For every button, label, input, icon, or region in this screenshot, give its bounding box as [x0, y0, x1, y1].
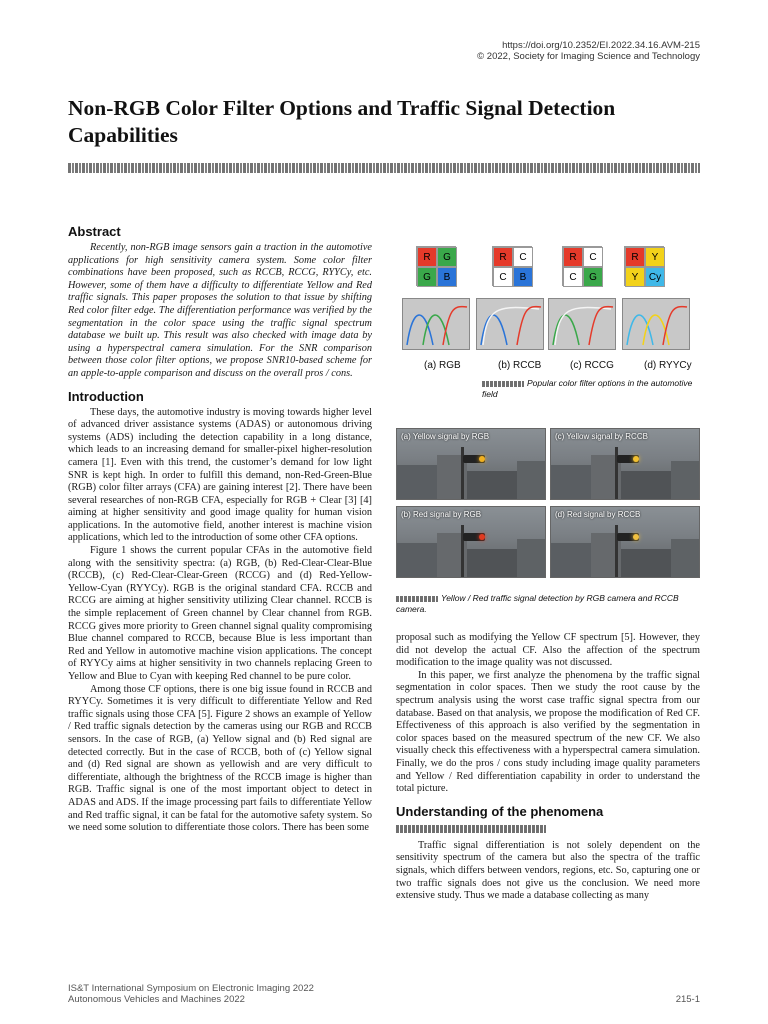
cfa-cell: C	[563, 267, 583, 287]
section-heading: Understanding of the phenomena	[396, 803, 604, 819]
body-paragraph: In this paper, we first analyze the phenomena by the traffic signal segmentation in color spaces. Then we study the root cause by the spectrum analysis using the worst case traffic signal spectra from our database. Based on that analysis, we propose the modification of Red CF. Effectiveness of this approach is also verified by the segmentation in color spaces based on the measured spectrum of the new CF. We also visually check this effectiveness with a hyperspectral camera simulation. Finally, we do the pros / cons study including image quality parameters and Yellow / Red differentiation capability in order to understand the total picture.	[396, 669, 700, 795]
subfigure-label: (c) RCCG	[570, 360, 614, 371]
author-line	[68, 163, 700, 173]
figure-label	[396, 596, 438, 602]
cfa-cell: G	[583, 267, 603, 287]
cfa-cell: G	[437, 247, 457, 267]
spectrum-curve	[589, 307, 613, 345]
signal-photo	[396, 506, 546, 578]
cfa-cell: G	[417, 267, 437, 287]
figure-label	[482, 381, 524, 387]
cfa-cell: C	[513, 247, 533, 267]
photo-label: (a) Yellow signal by RGB	[401, 432, 490, 441]
cfa-cell: B	[513, 267, 533, 287]
cfa-cell: C	[583, 247, 603, 267]
subfigure-label: (d) RYYCy	[644, 360, 692, 371]
spectrum-curve	[663, 307, 687, 345]
footer	[68, 983, 314, 1005]
figure-1	[396, 240, 704, 390]
spectrum-curve	[517, 307, 541, 345]
spectrum-curve	[483, 308, 539, 345]
cfa-cell: R	[493, 247, 513, 267]
cfa-cell: Y	[625, 267, 645, 287]
signal-lamp	[479, 456, 485, 462]
cfa-cell: C	[493, 267, 513, 287]
signal-lamp	[633, 456, 639, 462]
introduction-heading: Introduction	[68, 388, 144, 404]
footer-symposium: IS&T International Symposium on Electronic Imaging 2022	[68, 983, 314, 994]
subfigure-label: (a) RGB	[424, 360, 461, 371]
signal-photo	[550, 428, 700, 500]
cfa-cell: R	[625, 247, 645, 267]
signal-photo	[550, 506, 700, 578]
photo-label: (b) Red signal by RGB	[401, 510, 482, 519]
continuation-paragraph: proposal such as modifying the Yellow CF spectrum [5]. However, they did not develop the actual CF. Also the affection of the spectrum modification to the image quality was not discussed.	[396, 632, 700, 669]
cfa-cell: B	[437, 267, 457, 287]
figure-2	[396, 428, 704, 586]
spectrum-plot	[622, 298, 690, 350]
intro-paragraph: Among those CF options, there is one big issue found in RCCB and RYYCy. Sometimes it is very difficult to differentiate Yellow and Red traffic signals using those CFA [5]. Figure 2 shows an example of Yellow / Red traffic signals detection by the cameras using our RGB and RCCB sensors. In the case of RGB, (a) Yellow signal and (b) Red signal are detected correctly. But in the case of RCCB, both of (c) Yellow signal and (d) Red signal are shown as yellowish and are very difficult to differentiate, although the brightness of the RCCB image is higher than RGB. Traffic signal is one of the most important object to detect in ADAS and ADS. If the image processing part fails to differentiate Yellow and Red traffic signal, it can be fatal for the automotive safety system. So we need some solution to differentiate those colors. There has been some	[68, 683, 372, 834]
copyright-notice: © 2022, Society for Imaging Science and Technology	[477, 51, 700, 62]
signal-lamp	[479, 534, 485, 540]
abstract-section	[68, 224, 372, 381]
author-list	[68, 163, 700, 173]
cfa-mosaic	[624, 246, 664, 286]
spectrum-plot	[476, 298, 544, 350]
spectrum-curve	[443, 307, 467, 345]
doi-header	[477, 40, 700, 62]
paper-title: Non-RGB Color Filter Options and Traffic Signal Detection Capabilities	[68, 96, 616, 147]
spectrum-curve	[555, 308, 611, 345]
introduction-section	[68, 389, 372, 835]
figure-2-caption: Yellow / Red traffic signal detection by RGB camera and RCCB camera.	[396, 593, 679, 614]
footer-conference: Autonomous Vehicles and Machines 2022	[68, 994, 245, 1005]
abstract-heading: Abstract	[68, 224, 121, 239]
cfa-cell: R	[563, 247, 583, 267]
signal-lamp	[633, 534, 639, 540]
doi-link[interactable]: https://doi.org/10.2352/EI.2022.34.16.AVM-215	[502, 40, 700, 51]
subsection-heading	[396, 825, 546, 833]
subfigure-label: (b) RCCB	[498, 360, 542, 371]
spectrum-plot	[548, 298, 616, 350]
photo-label: (d) Red signal by RCCB	[555, 510, 641, 519]
right-column	[396, 632, 700, 903]
cfa-cell: Y	[645, 247, 665, 267]
cfa-mosaic	[492, 246, 532, 286]
abstract-text: Recently, non-RGB image sensors gain a traction in the automotive applications for high sensitivity camera system. Some color filter combinations have been proposed, such as RCCB, RCCG, RYYCy, etc. However, some of them have a difficulty to differentiate Yellow and Red traffic signals. This paper proposes the solution to that issue by shifting Red color filter edge. The differentiation performance was verified by the segmentation in the color space using the traffic signal spectrum database we built up. This result was also checked with image data by using a hyperspectral camera simulation. For the SNR comparison between those color filter options, we propose SNR10-based scheme for an apple-to-apple comparison and discuss on the overall pros / cons.	[68, 242, 372, 379]
intro-paragraph: Figure 1 shows the current popular CFAs in the automotive field along with the sensitivity spectra: (a) RGB, (b) Red-Clear-Clear-Blue (RCCB), (c) Red-Clear-Clear-Green (RCCG) and (d) Red-Yellow-Yellow-Cyan (RYYCy). RGB is the original standard CFA. RCCB and RCCG are aiming at higher sensitivity utilizing Clear channel. RCCB is the simple replacement of Green channel by Clear channel from RGB. RCCG gives more priority to Green channel signal quality compromising Blue channel compared to RCCB, because Blue is less important than Red and Yellow in automotive machine vision applications. The concept of RYYCy aims at higher sensitivity in two channels replacing Green to Yellow and Blue to Cyan with keeping Red channel to be pure color.	[68, 545, 372, 682]
cfa-mosaic	[416, 246, 456, 286]
intro-paragraph: These days, the automotive industry is moving towards higher level of advanced driver assistance systems (ADAS) or autonomous driving systems (ADS) including the detection capability in a long distance, which leads to an increasing demand for smaller-pixel higher-resolution camera [1]. Even with this trend, the customer’s demand for low light SNR is kept high. In order to fulfill this demand, non-Red-Green-Blue (RGB) color filter arrays (CFA) are gaining interest [2]. There have been several researches of non-RGB CFA, especially for RGB + Clear [3] [4] aiming at higher sensitivity and good image quality for human vision applications. In the automotive field, another interest is machine vision applications, which led to the introduction of some other CFA options.	[68, 406, 372, 544]
page-number: 215-1	[675, 994, 700, 1005]
spectrum-plot	[402, 298, 470, 350]
cfa-cell: Cy	[645, 267, 665, 287]
signal-photo	[396, 428, 546, 500]
cfa-mosaic	[562, 246, 602, 286]
figure-1-caption: Popular color filter options in the automotive field	[482, 378, 693, 399]
photo-label: (c) Yellow signal by RCCB	[555, 432, 648, 441]
body-paragraph: Traffic signal differentiation is not solely dependent on the sensitivity spectrum of the camera but also the spectra of the traffic signals, which differs between vendors, regions, etc. So, capturing one or two traffic signals does not give us the conclusion. We need more extensive study. Thus we made a database collecting as many	[396, 839, 700, 902]
cfa-cell: R	[417, 247, 437, 267]
left-column	[68, 224, 372, 835]
